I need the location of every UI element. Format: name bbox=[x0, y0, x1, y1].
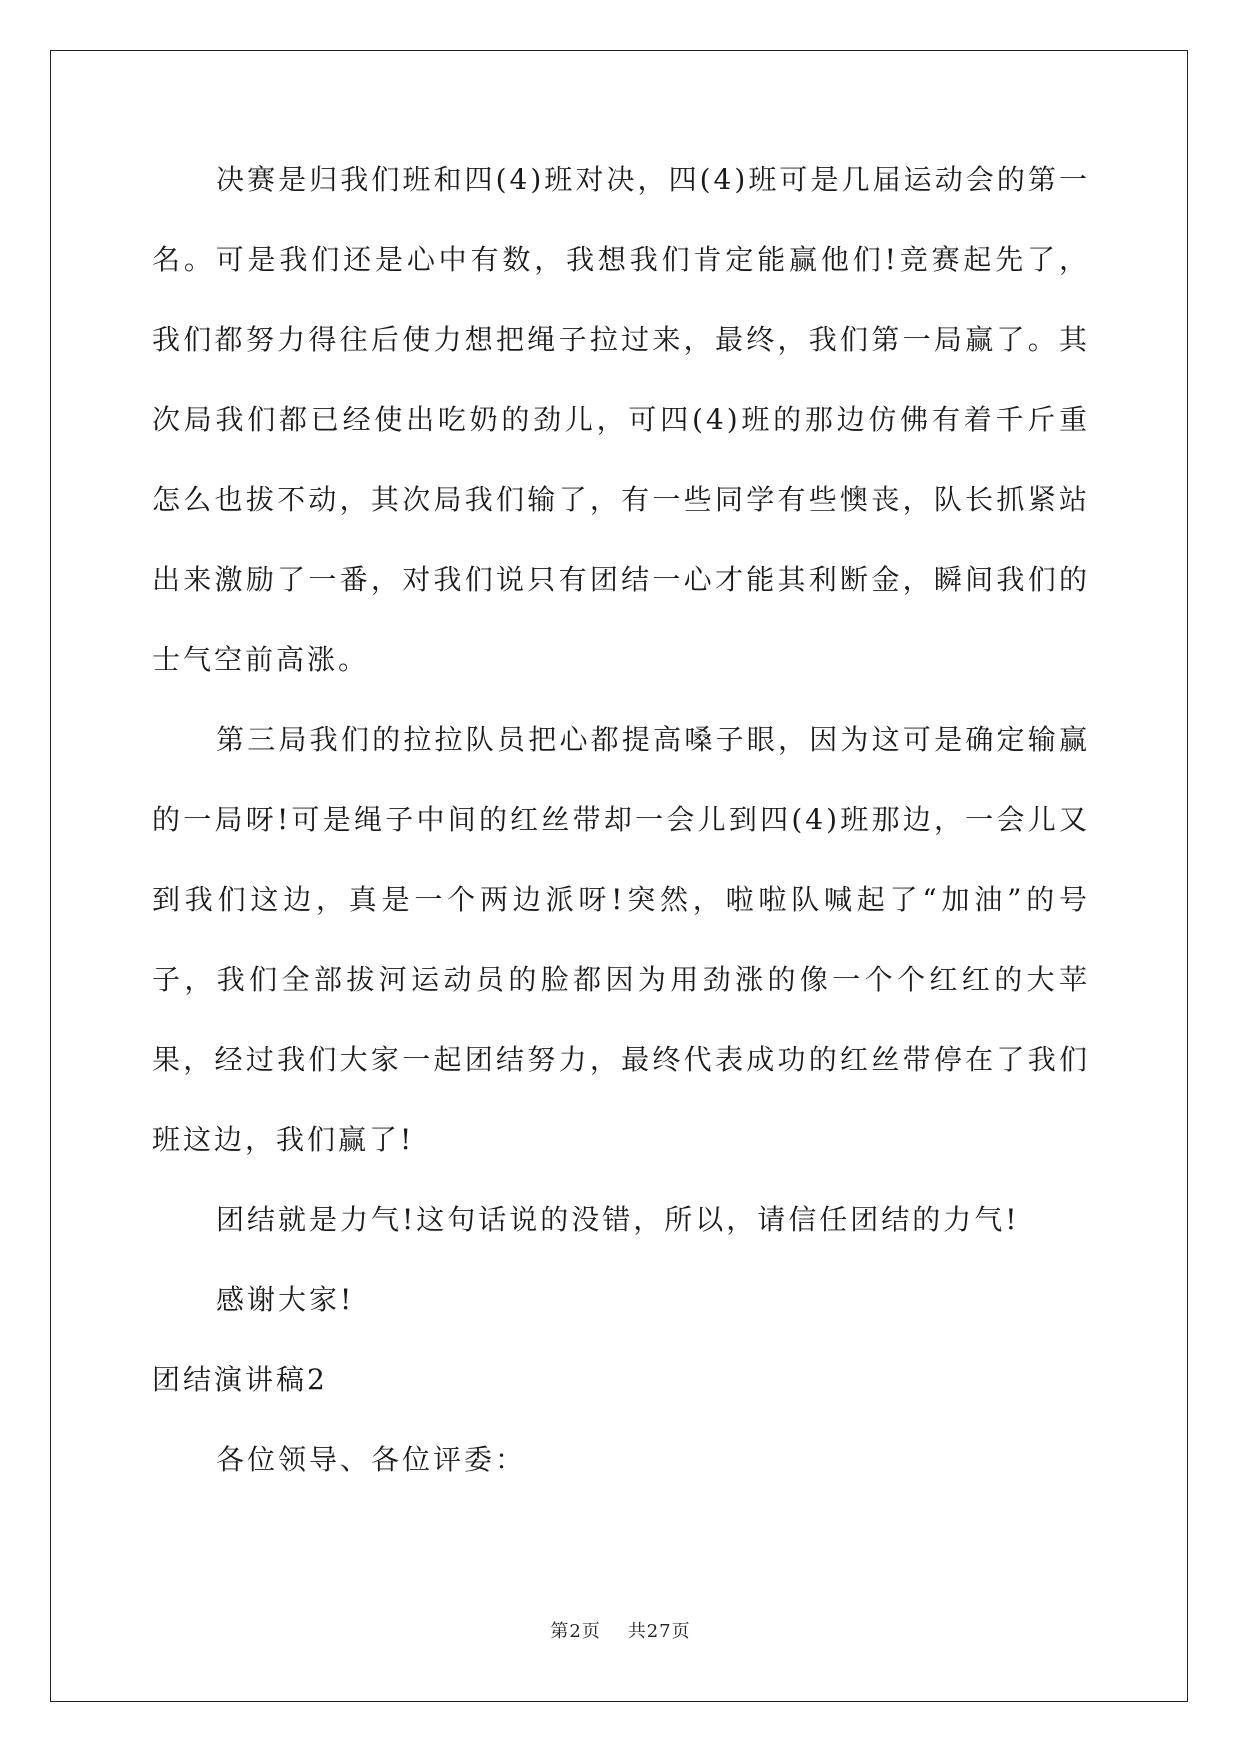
page-footer bbox=[0, 1617, 1241, 1643]
document-body bbox=[152, 140, 1090, 1500]
section-heading: 团结演讲稿2 bbox=[152, 1363, 328, 1396]
page-number: 第2页 bbox=[550, 1621, 601, 1642]
salutation: 各位领导、各位评委： bbox=[216, 1443, 527, 1476]
paragraph-1: 决赛是归我们班和四(4)班对决，四(4)班可是几届运动会的第一名。可是我们还是心中有数，我想我们肯定能赢他们!竞赛起先了，我们都努力得往后使力想把绳子拉过来，最终，我们第一局赢了。其次局我们都已经使出吃奶的劲儿，可四(4)班的那边仿佛有着千斤重怎么也拔不动，其次局我们输了，有一些同学有些懊丧，队长抓紧站出来激励了一番，对我们说只有团结一心才能其利断金，瞬间我们的士气空前高涨。 bbox=[152, 163, 1090, 676]
paragraph-4: 感谢大家! bbox=[216, 1283, 355, 1316]
paragraph-2: 第三局我们的拉拉队员把心都提高嗓子眼，因为这可是确定输赢的一局呀!可是绳子中间的红丝带却一会儿到四(4)班那边，一会儿又到我们这边，真是一个两边派呀!突然，啦啦队喊起了“加油”的号子，我们全部拔河运动员的脸都因为用劲涨的像一个个红红的大苹果，经过我们大家一起团结努力，最终代表成功的红丝带停在了我们班这边，我们赢了! bbox=[152, 723, 1090, 1156]
page-total: 共27页 bbox=[627, 1621, 691, 1642]
paragraph-3: 团结就是力气!这句话说的没错，所以，请信任团结的力气! bbox=[216, 1203, 1020, 1236]
